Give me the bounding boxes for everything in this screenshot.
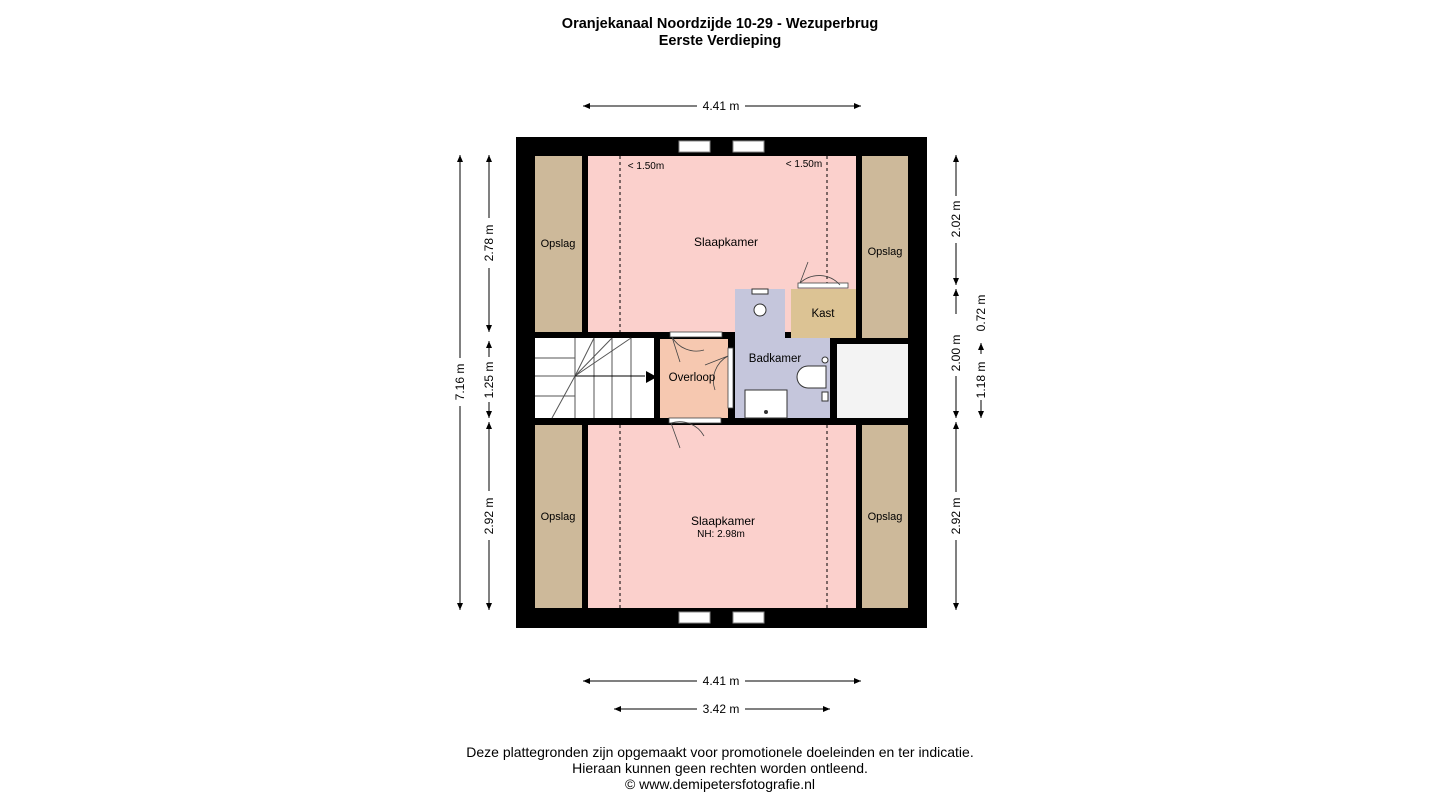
storage-bottom-left-label: Opslag [540,511,576,523]
dim-left-bottom: 2.92 m [482,497,496,535]
dim-total-depth: 7.16 m [453,363,467,401]
closet-label: Kast [811,308,835,320]
headroom-left-note: < 1.50m [627,161,665,172]
dim-bottom-width: 4.41 m [702,674,740,688]
storage-top-left-label: Opslag [540,238,576,250]
dim-left-top: 2.78 m [482,224,496,262]
disclaimer-line-1: Deze plattegronden zijn opgemaakt voor promotionele doeleinden en ter indicatie. [466,744,974,760]
headroom-right-note: < 1.50m [785,159,823,170]
dim-right-top: 2.02 m [949,200,963,238]
bathroom-label: Badkamer [748,353,802,365]
landing-label: Overloop [668,372,716,384]
plan-address-title: Oranjekanaal Noordzijde 10-29 - Wezuperbrug [561,16,879,32]
dim-right-middle: 2.00 m [949,334,963,372]
copyright-link[interactable]: © www.demipetersfotografie.nl [624,776,816,792]
bedroom-bottom-label: Slaapkamer [690,514,756,528]
dim-right-bottom: 2.92 m [949,497,963,535]
storage-top-right-label: Opslag [867,246,903,258]
dim-top-width: 4.41 m [702,99,740,113]
bedroom-top-label: Slaapkamer [693,235,759,249]
unknown-space-area [837,344,908,418]
dim-right-outer-top: 0.72 m [974,294,988,332]
storage-bottom-right-label: Opslag [867,511,903,523]
bedroom-bottom-height-label: NH: 2.98m [697,529,745,540]
dim-right-outer-bottom: 1.18 m [974,361,988,399]
dim-bottom-inner-width: 3.42 m [702,702,740,716]
dim-left-middle: 1.25 m [482,361,496,399]
plan-floor-title: Eerste Verdieping [658,33,782,49]
disclaimer-line-2: Hieraan kunnen geen rechten worden ontleend. [572,760,868,776]
